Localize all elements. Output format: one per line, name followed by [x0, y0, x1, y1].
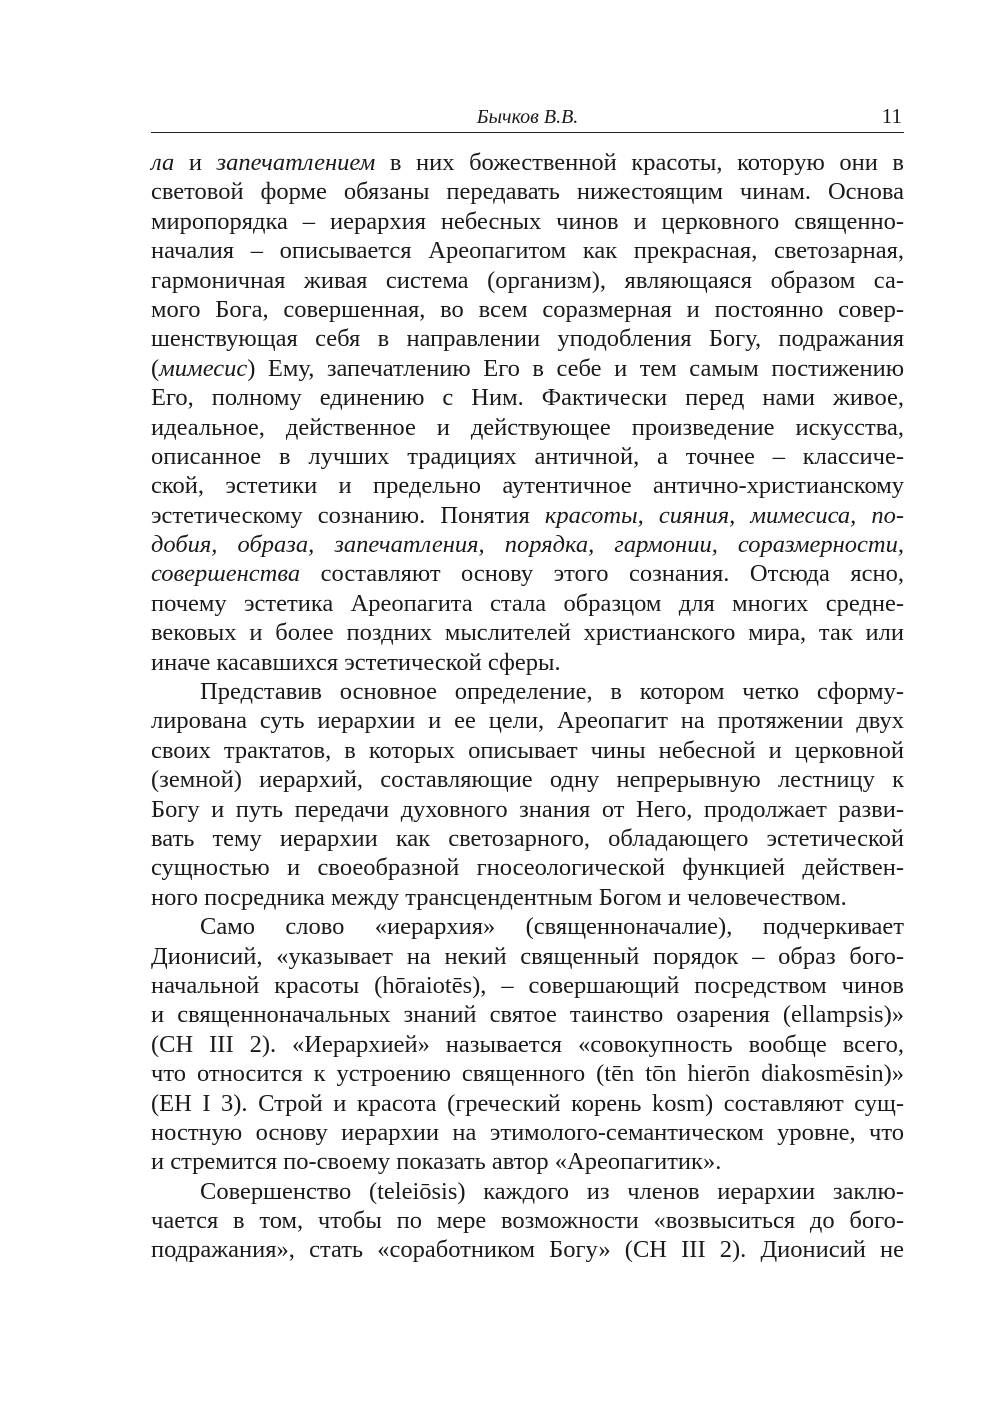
- text-run: вековых и более поздних мыслителей христианского мира, так или: [151, 619, 904, 647]
- text-run: лирована суть иерархии и ее цели, Ареопагит на протяжении двух: [151, 707, 904, 735]
- running-header-author: Бычков В.В.: [476, 106, 579, 128]
- text-line: [151, 324, 904, 353]
- text-line: [151, 266, 904, 295]
- text-line: [151, 618, 904, 647]
- text-line: [151, 853, 904, 882]
- body-text: [151, 148, 904, 1265]
- text-run: составляют основу этого сознания. Отсюда ясно,: [300, 560, 904, 588]
- text-line: [151, 765, 904, 794]
- text-run: Его, полному единению с Ним. Фактически перед нами живое,: [151, 384, 904, 412]
- text-line: [151, 1206, 904, 1235]
- text-run: и стремится по-своему показать автор «Ареопагитик».: [151, 1148, 722, 1176]
- text-line: [151, 1235, 904, 1264]
- text-run: эстетическому сознанию. Понятия: [151, 501, 545, 529]
- page-number: 11: [881, 104, 902, 128]
- text-line: [151, 177, 904, 206]
- text-run: (: [151, 354, 160, 382]
- text-line: [151, 236, 904, 265]
- text-line: [151, 501, 904, 530]
- text-run: идеальное, действенное и действующее произведение искусства,: [151, 413, 904, 441]
- text-run: чается в том, чтобы по мере возможности «возвыситься до бого-: [151, 1207, 904, 1235]
- text-run: описанное в лучших традициях античной, а точнее – классиче-: [151, 442, 904, 470]
- text-line: [151, 942, 904, 971]
- text-run: (земной) иерархий, составляющие одну непрерывную лестницу к: [151, 766, 904, 794]
- text-line: [151, 648, 904, 677]
- text-line: [151, 1118, 904, 1147]
- text-line: [151, 1147, 904, 1176]
- text-line: [151, 471, 904, 500]
- italic-run: совершенства: [151, 560, 301, 588]
- text-run: своих трактатов, в которых описывает чины небесной и церковной: [151, 736, 904, 764]
- text-line: [151, 148, 904, 177]
- text-run: ской, эстетики и предельно аутентичное антично-христианскому: [151, 472, 904, 500]
- text-run: и: [174, 149, 217, 176]
- text-line: [151, 413, 904, 442]
- text-line: [151, 295, 904, 324]
- text-run: ) Ему, запечатлению Его в себе и тем самым постижению: [247, 354, 904, 382]
- text-run: сущностью и своеобразной гносеологической функцией действен-: [151, 854, 904, 882]
- text-line: [151, 677, 904, 706]
- text-line: [151, 971, 904, 1000]
- text-line: [151, 1000, 904, 1029]
- italic-run: красоты, сияния, мимесиса, по-: [544, 501, 904, 529]
- text-run: в них божественной красоты, которую они в: [375, 149, 904, 176]
- text-run: почему эстетика Ареопагита стала образцом для многих средне-: [151, 589, 904, 617]
- text-line: [151, 1059, 904, 1088]
- text-run: Дионисий, «указывает на некий священный порядок – образ бого-: [151, 942, 904, 970]
- text-line: [151, 706, 904, 735]
- text-run: мого Бога, совершенная, во всем соразмерная и постоянно совер-: [151, 295, 904, 323]
- text-line: [151, 1177, 904, 1206]
- text-run: (CH III 2). «Иерархией» называется «совокупность вообще всего,: [151, 1030, 904, 1058]
- text-run: Само слово «иерархия» (священноначалие), подчеркивает: [200, 913, 904, 941]
- text-line: [151, 912, 904, 941]
- text-line: [151, 207, 904, 236]
- text-line: [151, 736, 904, 765]
- text-run: началия – описывается Ареопагитом как прекрасная, светозарная,: [151, 237, 904, 265]
- text-run: иначе касавшихся эстетической сферы.: [151, 648, 561, 676]
- italic-run: мимесис: [159, 354, 248, 382]
- text-run: и священноначальных знаний святое таинство озарения (ellampsis)»: [151, 1001, 904, 1029]
- text-run: Представив основное определение, в котором четко сформу-: [200, 678, 904, 706]
- text-run: (EH I 3). Строй и красота (греческий корень kosm) составляют сущ-: [151, 1089, 904, 1117]
- text-line: [151, 795, 904, 824]
- text-run: ного посредника между трансцендентным Богом и человечеством.: [151, 883, 847, 911]
- text-line: [151, 530, 904, 559]
- text-run: шенствующая себя в направлении уподобления Богу, подражания: [151, 325, 904, 353]
- text-run: гармоничная живая система (организм), являющаяся образом са-: [151, 266, 904, 294]
- text-line: [151, 559, 904, 588]
- text-line: [151, 824, 904, 853]
- text-run: Богу и путь передачи духовного знания от Него, продолжает разви-: [151, 795, 904, 823]
- text-run: вать тему иерархии как светозарного, обладающего эстетической: [151, 824, 904, 852]
- text-line: [151, 589, 904, 618]
- text-line: [151, 1089, 904, 1118]
- running-header: [151, 104, 904, 133]
- text-line: [151, 1030, 904, 1059]
- text-run: подражания», стать «соработником Богу» (CH III 2). Дионисий не: [151, 1236, 904, 1264]
- text-run: световой форме обязаны передавать нижестоящим чинам. Основа: [151, 178, 904, 206]
- text-run: ностную основу иерархии на этимолого-семантическом уровне, что: [151, 1118, 904, 1146]
- text-run: миропорядка – иерархия небесных чинов и церковного священно-: [151, 207, 904, 235]
- italic-run: добия, образа, запечатления, порядка, гармонии, соразмерности,: [151, 531, 904, 559]
- italic-run: запечатлением: [216, 149, 376, 176]
- text-line: [151, 883, 904, 912]
- text-run: Совершенство (teleiōsis) каждого из членов иерархии заклю-: [200, 1177, 904, 1205]
- text-line: [151, 442, 904, 471]
- text-line: [151, 354, 904, 383]
- text-run: начальной красоты (hōraiotēs), – совершающий посредством чинов: [151, 971, 904, 999]
- italic-run: ла: [151, 149, 175, 176]
- text-line: [151, 383, 904, 412]
- text-run: что относится к устроению священного (tēn tōn hierōn diakosmēsin)»: [151, 1060, 904, 1088]
